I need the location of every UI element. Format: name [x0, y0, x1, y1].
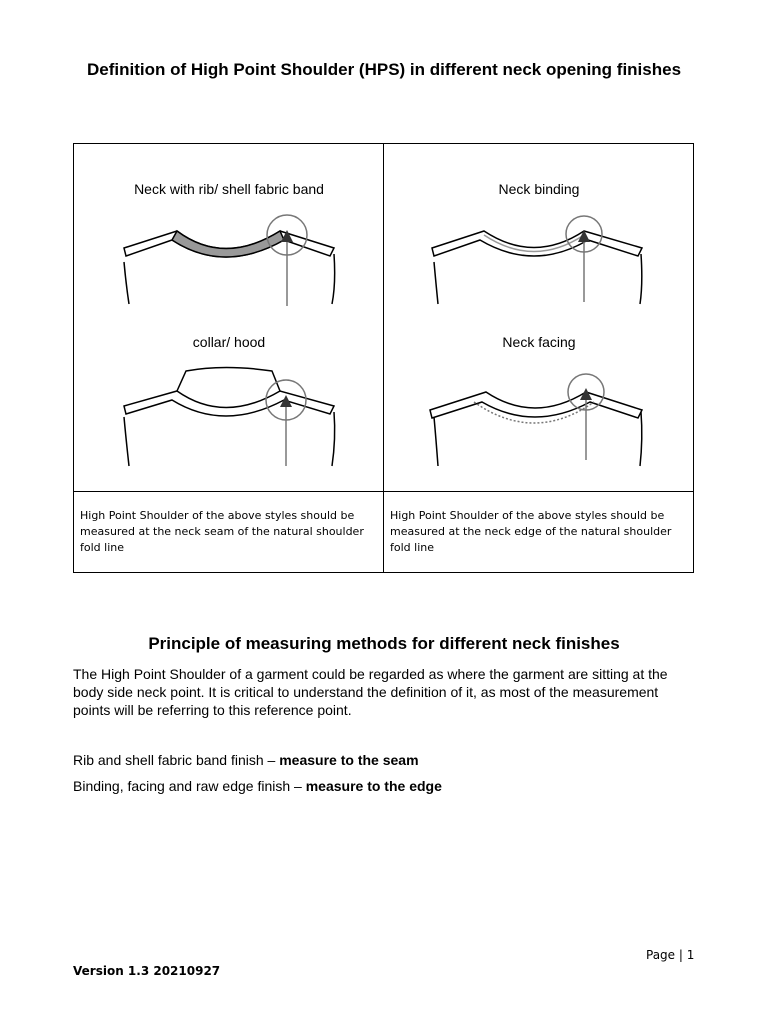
neck-finish-drawings: [74, 144, 695, 491]
label-collar-hood: collar/ hood: [192, 334, 266, 350]
neck-facing-drawing: [430, 374, 642, 466]
label-neck-binding: Neck binding: [498, 181, 580, 197]
version-label: Version 1.3 20210927: [73, 964, 221, 978]
label-neck-facing: Neck facing: [502, 334, 576, 350]
page-number: Page | 1: [646, 948, 695, 962]
rule-seam-text: Rib and shell fabric band finish –: [73, 752, 280, 768]
section-title: Principle of measuring methods for different neck finishes: [148, 634, 620, 653]
hps-diagram-table: [73, 143, 694, 573]
rule-edge: [73, 778, 442, 794]
note-seam: High Point Shoulder of the above styles should be measured at the neck seam of the natural shoulder fold line: [80, 509, 364, 554]
document-title: Definition of High Point Shoulder (HPS) in different neck opening finishes: [86, 60, 682, 79]
note-edge: High Point Shoulder of the above styles should be measured at the neck edge of the natural shoulder fold line: [390, 509, 672, 554]
neck-binding-drawing: [432, 216, 642, 304]
rule-seam-bold: measure to the seam: [279, 752, 419, 768]
rule-edge-bold: measure to the edge: [305, 778, 442, 794]
rule-seam: [73, 752, 419, 768]
rib-band-drawing: [124, 215, 335, 306]
table-divider-horizontal: [74, 491, 693, 492]
collar-hood-drawing: [124, 368, 335, 467]
rule-edge-text: Binding, facing and raw edge finish –: [73, 778, 306, 794]
label-rib-band: Neck with rib/ shell fabric band: [134, 181, 324, 197]
hps-description: The High Point Shoulder of a garment could be regarded as where the garment are sitting at the body side neck point. It is critical to understand the definition of it, as most of the measurement points will be referring to this reference point.: [73, 666, 668, 718]
